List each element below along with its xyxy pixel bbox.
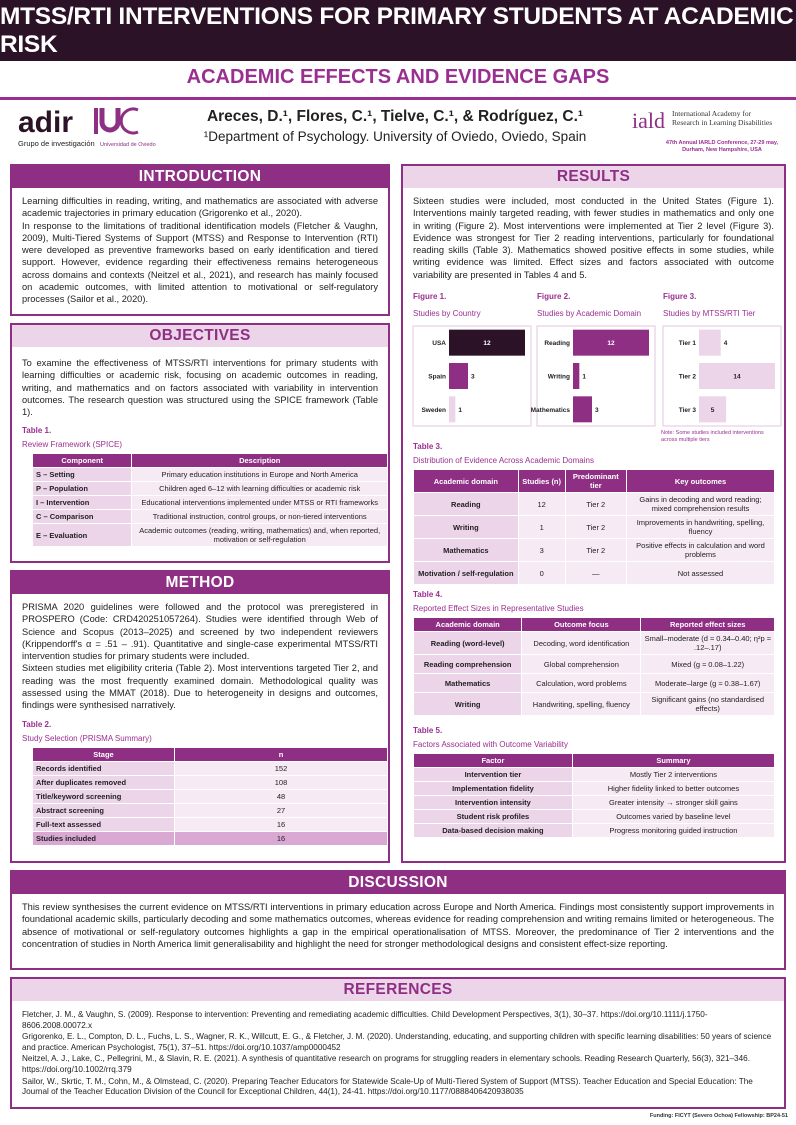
table-cell: Progress monitoring guided instruction: [572, 824, 774, 838]
table-cell: Reading: [414, 493, 519, 516]
effect-size-table: [413, 617, 775, 716]
reference-item: Neitzel, A. J., Lake, C., Pellegrini, M., & Slavin, R. E. (2021). A synthesis of quantitative research on programs for struggling readers in elementary schools. Reading Research Quarterly, 56(3), 321–346. https://doi.org/10.1002/rrq.379: [22, 1054, 750, 1074]
reference-item: Grigorenko, E. L., Compton, D. L., Fuchs, L. S., Wagner, R. K., Willcutt, E. G., & Fletcher, J. M. (2020). Understanding, educating, and supporting children with specific learning disabilities: 50 years of science and practice. American Psychologist, 75(1), 37–51. https://doi.org/10.1037/amp0000452: [22, 1032, 772, 1052]
poster-subtitle: ACADEMIC EFFECTS AND EVIDENCE GAPS: [186, 66, 610, 88]
table-row: [414, 632, 775, 655]
spice-table: [32, 453, 388, 547]
discussion-panel: [10, 870, 786, 970]
figure-title: Studies by Country: [413, 309, 481, 318]
table-header-cell: Reported effect sizes: [641, 618, 775, 632]
table-header-cell: n: [175, 747, 388, 761]
table-row: [414, 810, 775, 824]
adir-caption: Grupo de investigación: [18, 139, 95, 148]
figure-note: Note: Some studies included interventions across multiple tiers: [661, 430, 764, 443]
table5-block: [403, 718, 784, 838]
discussion-text: This review synthesises the current evidence on MTSS/RTI interventions in primary education across Europe and North America. Findings most consistently support improvements in foundational academic skills, particularly decoding and some mathematics outcomes, whereas evidence for reading comprehension and writing remains limited or heterogeneous. The absence of motivational or self-regulatory outcomes highlights a gap in the empirical operationalisation of MTSS. Moreover, the predominance of Tier 2 interventions and the concentration of studies in North America limit generalisability and highlight the need for stronger methodological designs and consistent effect-size reporting.: [22, 902, 774, 949]
header-divider: [0, 97, 796, 100]
table-header-cell: Studies (n): [518, 470, 565, 493]
table-row: [414, 493, 775, 516]
table5-label: Table 5.: [413, 726, 443, 735]
table5-caption: Factors Associated with Outcome Variability: [413, 740, 569, 749]
table2-caption: Study Selection (PRISMA Summary): [22, 733, 152, 743]
table-cell: C – Comparison: [33, 510, 132, 524]
table4-block: [403, 582, 784, 716]
table-row: [414, 655, 775, 674]
category-label: Spain: [428, 373, 446, 381]
value-label: 12: [607, 340, 615, 348]
table-cell: Writing: [414, 516, 519, 539]
table-cell: Educational interventions implemented under MTSS or RTI frameworks: [132, 496, 388, 510]
table-cell: Reading comprehension: [414, 655, 522, 674]
category-label: Tier 3: [678, 406, 696, 414]
table-cell: 0: [518, 562, 565, 585]
method-text: PRISMA 2020 guidelines were followed and the protocol was preregistered in PROSPERO (Code: CRD420251057264). Studies were identified through Web of Science and Scopus (2013–2025) and screened by two independent reviewers (Krippendorff's α = .51 – .91). Quantitative and single-case experimental MTSS/RTI intervention studies for primary students were included. Sixteen studies met eligibility criteria (Table 2). Most interventions targeted Tier 2, and reading was the most frequently examined domain. Methodological quality was assessed using the MMAT (2018). Due to heterogeneity in designs and outcomes, findings were synthesised narratively.: [22, 602, 378, 711]
table-cell: Intervention tier: [414, 768, 573, 782]
table-cell: Tier 2: [565, 539, 626, 562]
table-row: [414, 516, 775, 539]
value-label: 14: [733, 373, 741, 381]
table-row: [414, 539, 775, 562]
results-heading: RESULTS: [403, 166, 784, 188]
table-cell: Global comprehension: [522, 655, 641, 674]
bar-chart: [413, 326, 531, 426]
table-cell: Student risk profiles: [414, 810, 573, 824]
table-header-cell: Predominant tier: [565, 470, 626, 493]
table-cell: Records identified: [33, 761, 175, 775]
poster-title: MTSS/RTI INTERVENTIONS FOR PRIMARY STUDENTS AT ACADEMIC RISK: [0, 0, 796, 61]
bar-chart: [530, 326, 655, 426]
table-header-cell: Outcome focus: [522, 618, 641, 632]
introduction-text: Learning difficulties in reading, writing, and mathematics are associated with adverse academic trajectories in primary education (Grigorenko et al., 2020). In response to the limitations of traditional identification models (Fletcher & Vaughn, 2009), Multi-Tiered Systems of Support (MTSS) and Response to Intervention (RTI) were developed as preventive frameworks based on early identification and tiered support. However, evidence regarding their effectiveness remains heterogeneous across domains and contexts (Neitzel et al., 2021), and research has mainly focused on academic outcomes, with limited attention to motivational or self-regulatory processes (Sailor et al., 2020).: [22, 196, 378, 305]
table-row: [33, 789, 388, 803]
table2-label: Table 2.: [22, 719, 52, 729]
method-heading: METHOD: [12, 572, 388, 594]
table-row: [33, 482, 388, 496]
table-cell: Gains in decoding and word reading; mixed comprehension results: [626, 493, 774, 516]
objectives-text: To examine the effectiveness of MTSS/RTI interventions for primary students with learning difficulties or academic risk, focusing on academic outcomes in reading, writing, and mathematics and on factors associated with variability in intervention outcomes. The research question was structured using the SPICE framework (Table 1).: [22, 358, 378, 418]
evidence-table: [413, 469, 775, 585]
table3-caption: Distribution of Evidence Across Academic Domains: [413, 456, 594, 465]
method-panel: [10, 570, 390, 863]
table-cell: Higher fidelity linked to better outcomes: [572, 782, 774, 796]
figure2: [530, 292, 655, 427]
table-header-cell: Key outcomes: [626, 470, 774, 493]
table-cell: After duplicates removed: [33, 775, 175, 789]
reference-item: Fletcher, J. M., & Vaughn, S. (2009). Response to intervention: Preventing and remediating academic difficulties. Child Development Perspectives, 3(1), 30–37. https://doi.org/10.1111/j.1750-8606.2008.00072.x: [22, 1010, 708, 1030]
table-header-cell: Academic domain: [414, 470, 519, 493]
table-row: [33, 831, 388, 845]
table-cell: Reading (word-level): [414, 632, 522, 655]
category-label: Tier 1: [678, 340, 696, 348]
table-cell: Decoding, word identification: [522, 632, 641, 655]
objectives-heading: OBJECTIVES: [12, 325, 388, 347]
bar: [699, 330, 721, 356]
table-cell: I – Intervention: [33, 496, 132, 510]
table-cell: 16: [175, 831, 388, 845]
introduction-panel: [10, 164, 390, 316]
value-label: 1: [582, 373, 586, 381]
table-row: [33, 468, 388, 482]
table-cell: Mostly Tier 2 interventions: [572, 768, 774, 782]
table-row: [414, 768, 775, 782]
results-panel: [401, 164, 786, 863]
category-label: Mathematics: [530, 406, 570, 414]
table-cell: Tier 2: [565, 493, 626, 516]
table-cell: P – Population: [33, 482, 132, 496]
table3-label: Table 3.: [413, 442, 443, 451]
table-cell: Handwriting, spelling, fluency: [522, 693, 641, 716]
author-names: Areces, D.¹, Flores, C.¹, Tielve, C.¹, & Rodríguez, C.¹: [206, 108, 584, 125]
table-header-cell: Description: [132, 454, 388, 468]
reference-item: Sailor, W., Skrtic, T. M., Cohn, M., & Olmstead, C. (2020). Preparing Teacher Educators for Statewide Scale-Up of Multi-Tiered System of Support (MTSS). Teacher Education and Special Education: The Journal of the Teacher Education Division of the Council for Exceptional Children, 44(1), 24-41. https://doi.org/10.1177/0888406420938035: [22, 1076, 753, 1097]
table-cell: Improvements in handwriting, spelling, fluency: [626, 516, 774, 539]
table-row: [414, 824, 775, 838]
value-label: 3: [595, 406, 599, 414]
table-cell: Mathematics: [414, 674, 522, 693]
category-label: USA: [432, 340, 446, 348]
table4-caption: Reported Effect Sizes in Representative Studies: [413, 604, 584, 613]
table-cell: Children aged 6–12 with learning difficulties or academic risk: [132, 482, 388, 496]
table3-block: [403, 434, 784, 585]
table-cell: 27: [175, 803, 388, 817]
table-cell: Motivation / self-regulation: [414, 562, 519, 585]
table-cell: 1: [518, 516, 565, 539]
table-cell: 152: [175, 761, 388, 775]
references-panel: [10, 977, 786, 1109]
table-header-cell: Factor: [414, 754, 573, 768]
bar: [449, 396, 455, 422]
table-cell: Traditional instruction, control groups, or non-tiered interventions: [132, 510, 388, 524]
table-cell: 16: [175, 817, 388, 831]
figure-title: Studies by Academic Domain: [537, 309, 642, 318]
value-label: 3: [471, 373, 475, 381]
table-cell: Full-text assessed: [33, 817, 175, 831]
value-label: 12: [483, 340, 491, 348]
category-label: Writing: [547, 373, 570, 381]
adir-brand-text: adir: [18, 106, 74, 139]
table1-label: Table 1.: [22, 426, 52, 436]
table-row: [33, 803, 388, 817]
figure-title: Studies by MTSS/RTI Tier: [663, 309, 756, 318]
table-cell: Implementation fidelity: [414, 782, 573, 796]
table-cell: 3: [518, 539, 565, 562]
iald-conference: 47th Annual IARLD Conference, 27-29 may, Durham, New Hampshire, USA: [665, 140, 779, 153]
references-heading: REFERENCES: [12, 979, 784, 1001]
table-cell: Academic outcomes (reading, writing, mathematics) and, when reported, motivation or self-regulation: [132, 524, 388, 547]
iald-acronym: iald: [632, 108, 665, 133]
figure3: [663, 292, 781, 427]
objectives-panel: [10, 323, 390, 563]
references-list: [12, 1001, 784, 1098]
table-cell: Outcomes varied by baseline level: [572, 810, 774, 824]
results-text: Sixteen studies were included, most conducted in the United States (Figure 1). Interventions mainly targeted reading, with fewer studies in mathematics and only one in writing (Figure 2). Most interventions were implemented at Tier 2 level (Figure 3). Evidence was strongest for Tier 2 reading interventions, particularly for foundational reading skills (Table 3). Mathematics showed positive effects in some studies, while writing evidence was limited. Effect sizes and factors associated with outcome variability are presented in Tables 4 and 5.: [413, 196, 774, 280]
table-cell: Mixed (g ≈ 0.08–1.22): [641, 655, 775, 674]
table-row: [414, 693, 775, 716]
category-label: Tier 2: [678, 373, 696, 381]
table-header-cell: Academic domain: [414, 618, 522, 632]
category-label: Reading: [544, 340, 570, 348]
value-label: 4: [723, 340, 728, 348]
bar: [449, 363, 468, 389]
table-cell: —: [565, 562, 626, 585]
author-block: [170, 108, 620, 144]
uniovi-caption: Universidad de Oviedo: [100, 142, 156, 148]
table-row: [33, 775, 388, 789]
table-header-cell: Component: [33, 454, 132, 468]
table-cell: S – Setting: [33, 468, 132, 482]
table-cell: Greater intensity → stronger skill gains: [572, 796, 774, 810]
table-cell: Title/keyword screening: [33, 789, 175, 803]
prisma-table: [32, 747, 388, 846]
table-cell: Abstract screening: [33, 803, 175, 817]
table1-caption: Review Framework (SPICE): [22, 440, 123, 450]
table-cell: Moderate–large (g ≈ 0.38–1.67): [641, 674, 775, 693]
table-row: [33, 496, 388, 510]
discussion-heading: DISCUSSION: [12, 872, 784, 894]
factors-table: [413, 753, 775, 838]
table-cell: Calculation, word problems: [522, 674, 641, 693]
bar: [573, 363, 579, 389]
table-cell: Data-based decision making: [414, 824, 573, 838]
table-cell: Tier 2: [565, 516, 626, 539]
table-cell: E – Evaluation: [33, 524, 132, 547]
bar-chart: [663, 326, 781, 426]
table-cell: 12: [518, 493, 565, 516]
table-row: [414, 782, 775, 796]
table-cell: Intervention intensity: [414, 796, 573, 810]
table-header-cell: Stage: [33, 747, 175, 761]
introduction-heading: INTRODUCTION: [12, 166, 388, 188]
table-cell: Positive effects in calculation and word problems: [626, 539, 774, 562]
figure-label: Figure 1.: [413, 292, 447, 301]
category-label: Sweden: [421, 406, 446, 414]
table-cell: Small–moderate (d ≈ 0.34–0.40; η²p ≈ .12–.17): [641, 632, 775, 655]
table4-label: Table 4.: [413, 590, 443, 599]
table-cell: Writing: [414, 693, 522, 716]
table-row: [33, 524, 388, 547]
figure-label: Figure 3.: [663, 292, 697, 301]
table-cell: 108: [175, 775, 388, 789]
table-row: [33, 817, 388, 831]
iald-name: International Academy for Research in Learning Disabilities: [672, 109, 773, 127]
table-cell: Studies included: [33, 831, 175, 845]
author-affiliation: ¹Department of Psychology. University of Oviedo, Oviedo, Spain: [203, 129, 587, 144]
table-row: [33, 510, 388, 524]
table-cell: Significant gains (no standardised effects): [641, 693, 775, 716]
table-row: [414, 674, 775, 693]
figure-label: Figure 2.: [537, 292, 571, 301]
table-cell: Not assessed: [626, 562, 774, 585]
figure1: [413, 292, 531, 427]
table-row: [33, 761, 388, 775]
table-header-cell: Summary: [572, 754, 774, 768]
table-cell: 48: [175, 789, 388, 803]
table-row: [414, 796, 775, 810]
table-cell: Primary education institutions in Europe and North America: [132, 468, 388, 482]
adir-logo: [18, 104, 160, 150]
value-label: 1: [458, 406, 462, 414]
value-label: 5: [710, 406, 715, 414]
funding-note: Funding: FICYT (Severo Ochoa) Fellowship: BP24-51: [649, 1113, 788, 1119]
bar: [573, 396, 592, 422]
table-cell: Mathematics: [414, 539, 519, 562]
